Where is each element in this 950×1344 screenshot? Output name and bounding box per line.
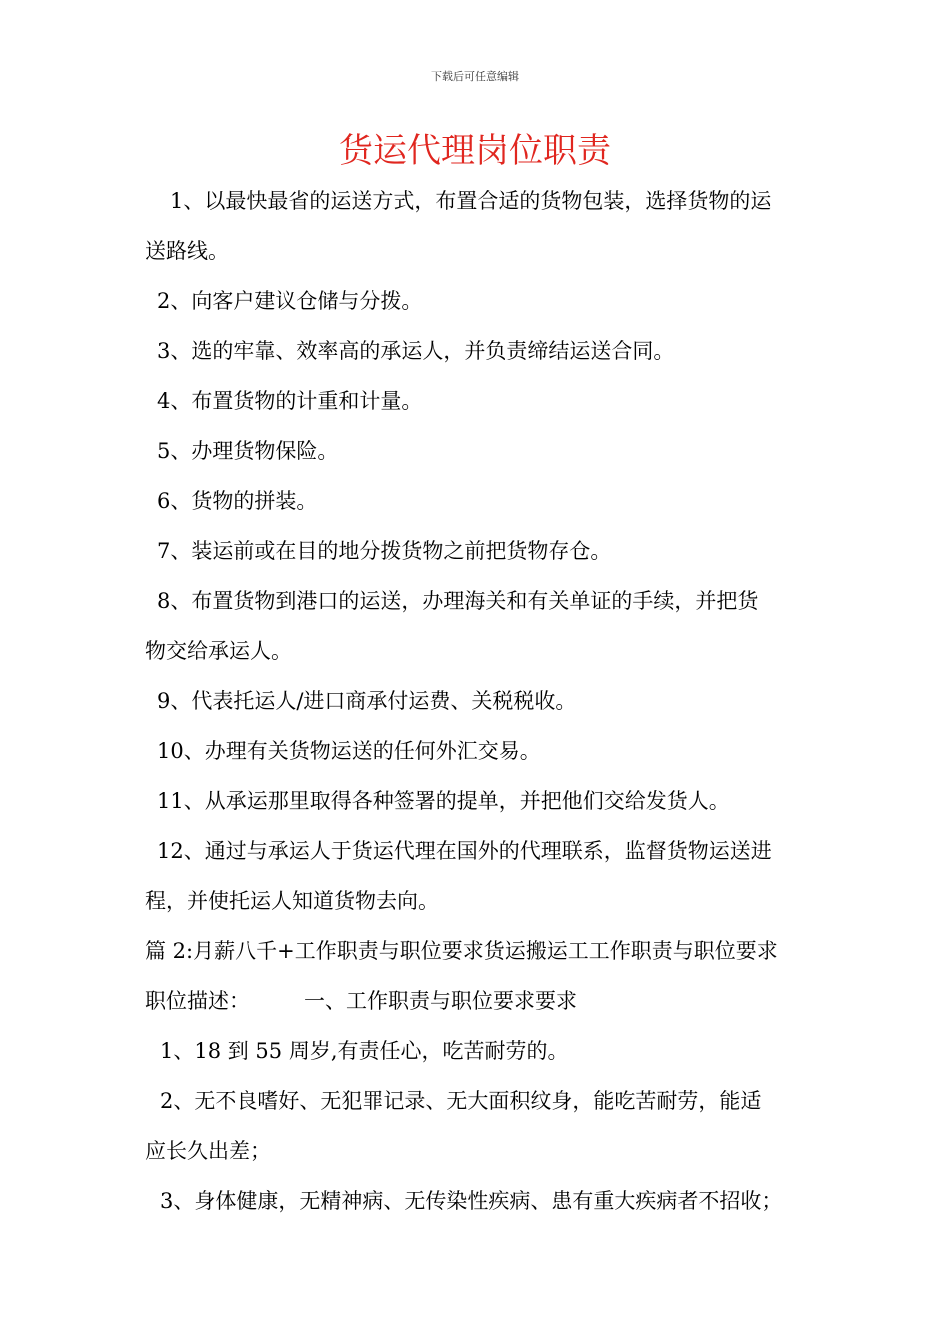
paragraph-line: 应长久出差； — [145, 1139, 271, 1163]
paragraph-line: 程，并使托运人知道货物去向。 — [145, 889, 439, 913]
paragraph-line: 篇 2:月薪八千+工作职责与职位要求货运搬运工工作职责与职位要求 — [145, 939, 778, 963]
paragraph-line: 送路线。 — [145, 239, 229, 263]
paragraph-line: 1、以最快最省的运送方式，布置合适的货物包装，选择货物的运 — [170, 189, 772, 213]
paragraph-line: 2、向客户建议仓储与分拨。 — [157, 289, 423, 313]
section-heading: 一、工作职责与职位要求要求 — [304, 989, 577, 1013]
paragraph-line: 11、从承运那里取得各种签署的提单，并把他们交给发货人。 — [157, 789, 730, 813]
paragraph-line: 1、18 到 55 周岁,有责任心，吃苦耐劳的。 — [160, 1039, 569, 1063]
paragraph-line: 9、代表托运人/进口商承付运费、关税税收。 — [157, 689, 577, 713]
document-body — [145, 176, 815, 1226]
paragraph-line: 7、装运前或在目的地分拨货物之前把货物存仓。 — [157, 539, 612, 563]
header-note: 下载后可任意编辑 — [431, 70, 519, 83]
paragraph-line: 3、选的牢靠、效率高的承运人，并负责缔结运送合同。 — [157, 339, 675, 363]
paragraph-line: 5、办理货物保险。 — [157, 439, 339, 463]
paragraph-line: 物交给承运人。 — [145, 639, 292, 663]
paragraph-line: 8、布置货物到港口的运送，办理海关和有关单证的手续，并把货 — [157, 589, 759, 613]
paragraph-line: 10、办理有关货物运送的任何外汇交易。 — [157, 739, 541, 763]
paragraph-line — [145, 976, 815, 1026]
document-title: 货运代理岗位职责 — [339, 131, 611, 171]
paragraph-line: 3、身体健康，无精神病、无传染性疾病、患有重大疾病者不招收； — [160, 1189, 783, 1213]
paragraph-line: 6、货物的拼装。 — [157, 489, 318, 513]
paragraph-line: 12、通过与承运人于货运代理在国外的代理联系，监督货物运送进 — [157, 839, 772, 863]
paragraph-line: 4、布置货物的计重和计量。 — [157, 389, 423, 413]
position-description-label: 职位描述： — [145, 989, 250, 1013]
paragraph-line: 2、无不良嗜好、无犯罪记录、无大面积纹身，能吃苦耐劳，能适 — [160, 1089, 762, 1113]
